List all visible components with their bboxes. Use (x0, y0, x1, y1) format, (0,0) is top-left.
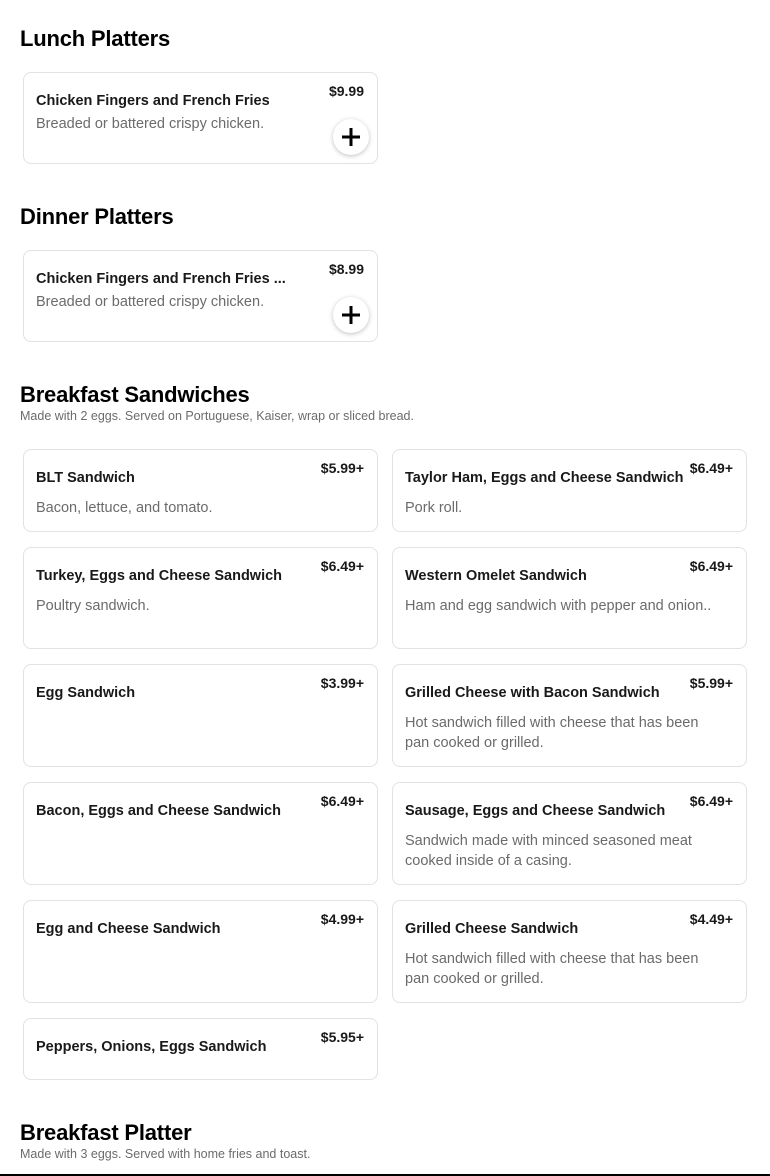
menu-item-name: Bacon, Eggs and Cheese Sandwich (36, 803, 281, 819)
menu-item-name: Grilled Cheese Sandwich (405, 921, 579, 937)
menu-item-card[interactable] (23, 250, 378, 342)
add-to-cart-button[interactable] (333, 297, 369, 333)
menu-item-card[interactable] (392, 449, 747, 532)
menu-item-price: $6.49+ (320, 793, 364, 809)
menu-item-name: Egg Sandwich (36, 685, 136, 701)
menu-item-name: Chicken Fingers and French Fries ... (36, 271, 286, 287)
menu-item-description: Ham and egg sandwich with pepper and onion.. (405, 598, 712, 614)
menu-item-description: Poultry sandwich. (36, 598, 150, 614)
section-title-dinner-platters: Dinner Platters (20, 204, 174, 229)
menu-item-price: $8.99 (328, 261, 364, 277)
menu-item-price: $5.95+ (320, 1029, 364, 1045)
menu-item-description: Breaded or battered crispy chicken. (36, 294, 265, 310)
menu-item-name: Peppers, Onions, Eggs Sandwich (36, 1039, 267, 1055)
add-to-cart-button[interactable] (333, 119, 369, 155)
menu-item-price: $5.99+ (320, 460, 364, 476)
menu-item-card[interactable] (23, 664, 378, 767)
plus-icon (341, 127, 361, 147)
menu-item-price: $5.99+ (689, 675, 733, 691)
menu-item-price: $6.49+ (689, 793, 733, 809)
menu-item-description: Hot sandwich filled with cheese that has been pan cooked or grilled. (405, 715, 699, 751)
menu-item-name: Sausage, Eggs and Cheese Sandwich (405, 803, 666, 819)
menu-item-card[interactable] (23, 1018, 378, 1080)
section-subtitle-breakfast-sandwiches: Made with 2 eggs. Served on Portuguese, Kaiser, wrap or sliced bread. (20, 409, 414, 423)
menu-item-name: Chicken Fingers and French Fries (36, 93, 270, 109)
menu-item-description: Sandwich made with minced seasoned meat cooked inside of a casing. (405, 833, 692, 869)
menu-item-card[interactable] (23, 782, 378, 885)
menu-item-price: $6.49+ (689, 460, 733, 476)
menu-item-card[interactable] (23, 900, 378, 1003)
menu-item-card[interactable] (392, 547, 747, 649)
section-title-breakfast-platter: Breakfast Platter (20, 1120, 192, 1145)
menu-item-price: $3.99+ (320, 675, 364, 691)
menu-item-description: Hot sandwich filled with cheese that has been pan cooked or grilled. (405, 951, 699, 987)
menu-item-name: BLT Sandwich (36, 470, 135, 486)
menu-item-name: Taylor Ham, Eggs and Cheese Sandwich (405, 470, 684, 486)
menu-item-name: Turkey, Eggs and Cheese Sandwich (36, 568, 283, 584)
menu-item-card[interactable] (23, 72, 378, 164)
menu-item-price: $9.99 (328, 83, 364, 99)
section-title-lunch-platters: Lunch Platters (20, 26, 171, 51)
menu-item-name: Grilled Cheese with Bacon Sandwich (405, 685, 660, 701)
menu-item-card[interactable] (392, 664, 747, 767)
plus-icon (341, 305, 361, 325)
menu-item-description: Pork roll. (405, 500, 463, 516)
menu-item-price: $4.99+ (320, 911, 364, 927)
menu-item-price: $4.49+ (689, 911, 733, 927)
section-title-breakfast-sandwiches: Breakfast Sandwiches (20, 382, 250, 407)
menu-item-price: $6.49+ (689, 558, 733, 574)
menu-item-name: Western Omelet Sandwich (405, 568, 587, 584)
menu-item-price: $6.49+ (320, 558, 364, 574)
menu-item-description: Bacon, lettuce, and tomato. (36, 500, 213, 516)
menu-item-card[interactable] (392, 782, 747, 885)
menu-item-name: Egg and Cheese Sandwich (36, 921, 221, 937)
section-subtitle-breakfast-platter: Made with 3 eggs. Served with home fries and toast. (20, 1147, 311, 1161)
menu-item-card[interactable] (23, 449, 378, 532)
menu-item-card[interactable] (23, 547, 378, 649)
menu-item-card[interactable] (392, 900, 747, 1003)
menu-item-description: Breaded or battered crispy chicken. (36, 116, 265, 132)
